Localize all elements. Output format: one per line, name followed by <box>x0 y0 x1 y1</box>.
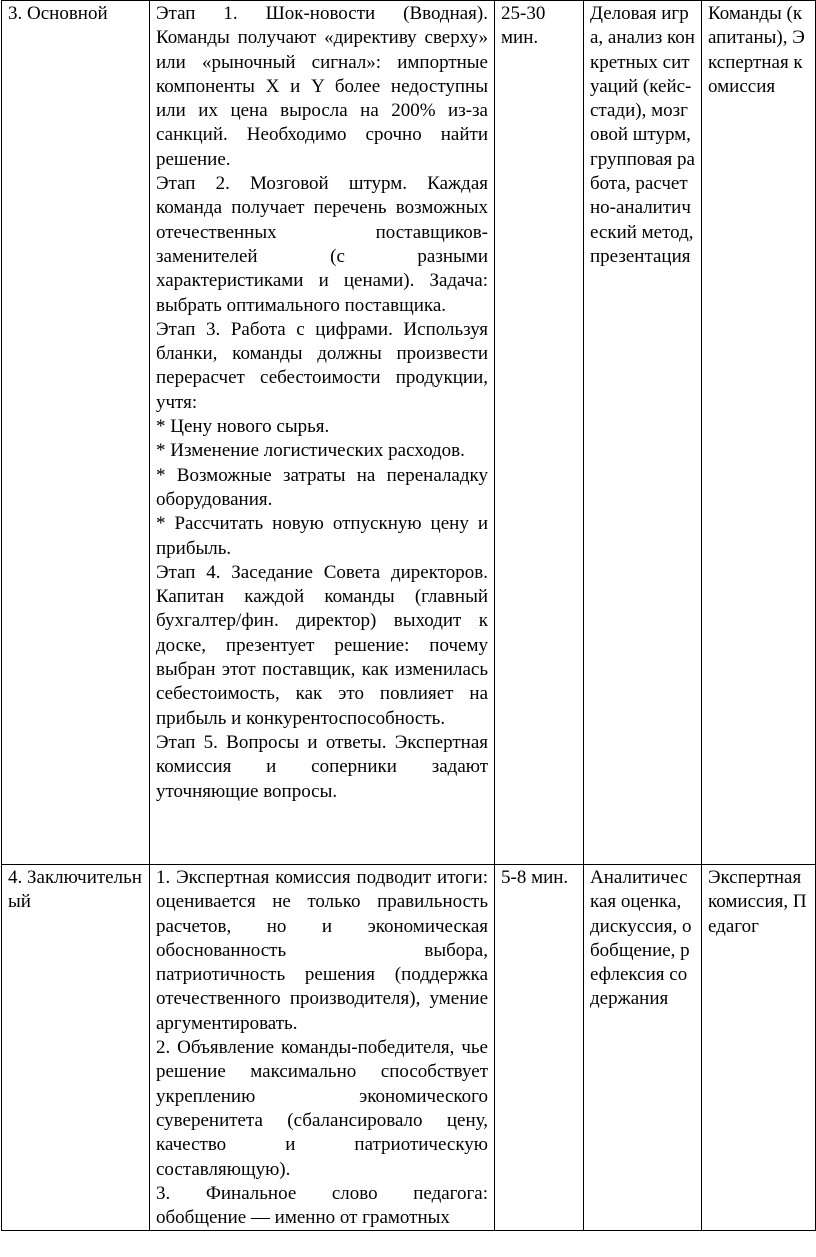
time-cell <box>495 865 584 1231</box>
content-paragraph: Этап 4. Заседание Совета директоров. Капитан каждой команды (главный бухгалтер/фин. директор) выходит к доске, презентует решение: почему выбран этот поставщик, как изменилась себестоимость, как это повлияет на прибыль и конкурентоспособность. <box>156 561 488 729</box>
content-paragraph: Этап 3. Работа с цифрами. Используя бланки, команды должны произвести перерасчет себестоимости продукции, учтя: <box>156 318 488 413</box>
methods-cell <box>584 865 702 1231</box>
content-paragraph: Этап 1. Шок-новости (Вводная). Команды получают «директиву сверху» или «рыночный сигнал»: импортные компоненты X и Y более недоступны или их цена выросла на 200% из-за санкций. Необходимо срочно найти решение. <box>156 3 488 170</box>
stage-cell <box>2 865 150 1231</box>
content-paragraph: 2. Объявление команды-победителя, чье решение максимально способствует укреплению экономического суверенитета (сбалансировало цену, качество и патриотическую составляющую). <box>156 1037 488 1180</box>
content-paragraph: Этап 2. Мозговой штурм. Каждая команда получает перечень возможных отечественных поставщиков-заменителей (с разными характеристиками и ценами). Задача: выбрать оптимального поставщика. <box>156 173 488 316</box>
time-value: 25-30 мин. <box>501 3 546 49</box>
methods-text: Деловая игра, анализ конкретных ситуаций (кейс-стади), мозговой штурм, групповая работа, расчетно-аналитический метод, презентация <box>590 3 695 267</box>
content-cell <box>150 865 495 1231</box>
content-cell <box>150 1 495 865</box>
table-row <box>2 865 816 1231</box>
content-paragraph: Этап 5. Вопросы и ответы. Экспертная комиссия и соперники задают уточняющие вопросы. <box>156 731 488 802</box>
stage-name: 4. Заключительный <box>8 867 142 913</box>
content-paragraph: * Рассчитать новую отпускную цену и прибыль. <box>156 513 488 559</box>
lesson-plan-table <box>1 0 816 1231</box>
participants-cell <box>702 1 816 865</box>
methods-cell <box>584 1 702 865</box>
methods-text: Аналитическая оценка, дискуссия, обобщение, рефлексия содержания <box>590 867 692 1010</box>
time-cell <box>495 1 584 865</box>
participants-cell <box>702 865 816 1231</box>
participants-text: Команды (капитаны), Экспертная комиссия <box>708 3 805 97</box>
content-paragraph: * Возможные затраты на переналадку оборудования. <box>156 464 488 510</box>
stage-name: 3. Основной <box>8 3 108 24</box>
time-value: 5-8 мин. <box>501 867 569 888</box>
content-paragraph: * Цену нового сырья. <box>156 416 330 438</box>
table-row <box>2 1 816 865</box>
participants-text: Экспертная комиссия, Педагог <box>708 867 807 937</box>
stage-cell <box>2 1 150 865</box>
content-paragraph: * Изменение логистических расходов. <box>156 440 465 462</box>
content-paragraph: 3. Финальное слово педагога: обобщение — именно от грамотных <box>156 1182 488 1229</box>
content-paragraph: 1. Экспертная комиссия подводит итоги: оценивается не только правильность расчетов, но и экономическая обоснованность выбора, патриотичность решения (поддержка отечественного производителя), умение аргументировать. <box>156 867 488 1034</box>
